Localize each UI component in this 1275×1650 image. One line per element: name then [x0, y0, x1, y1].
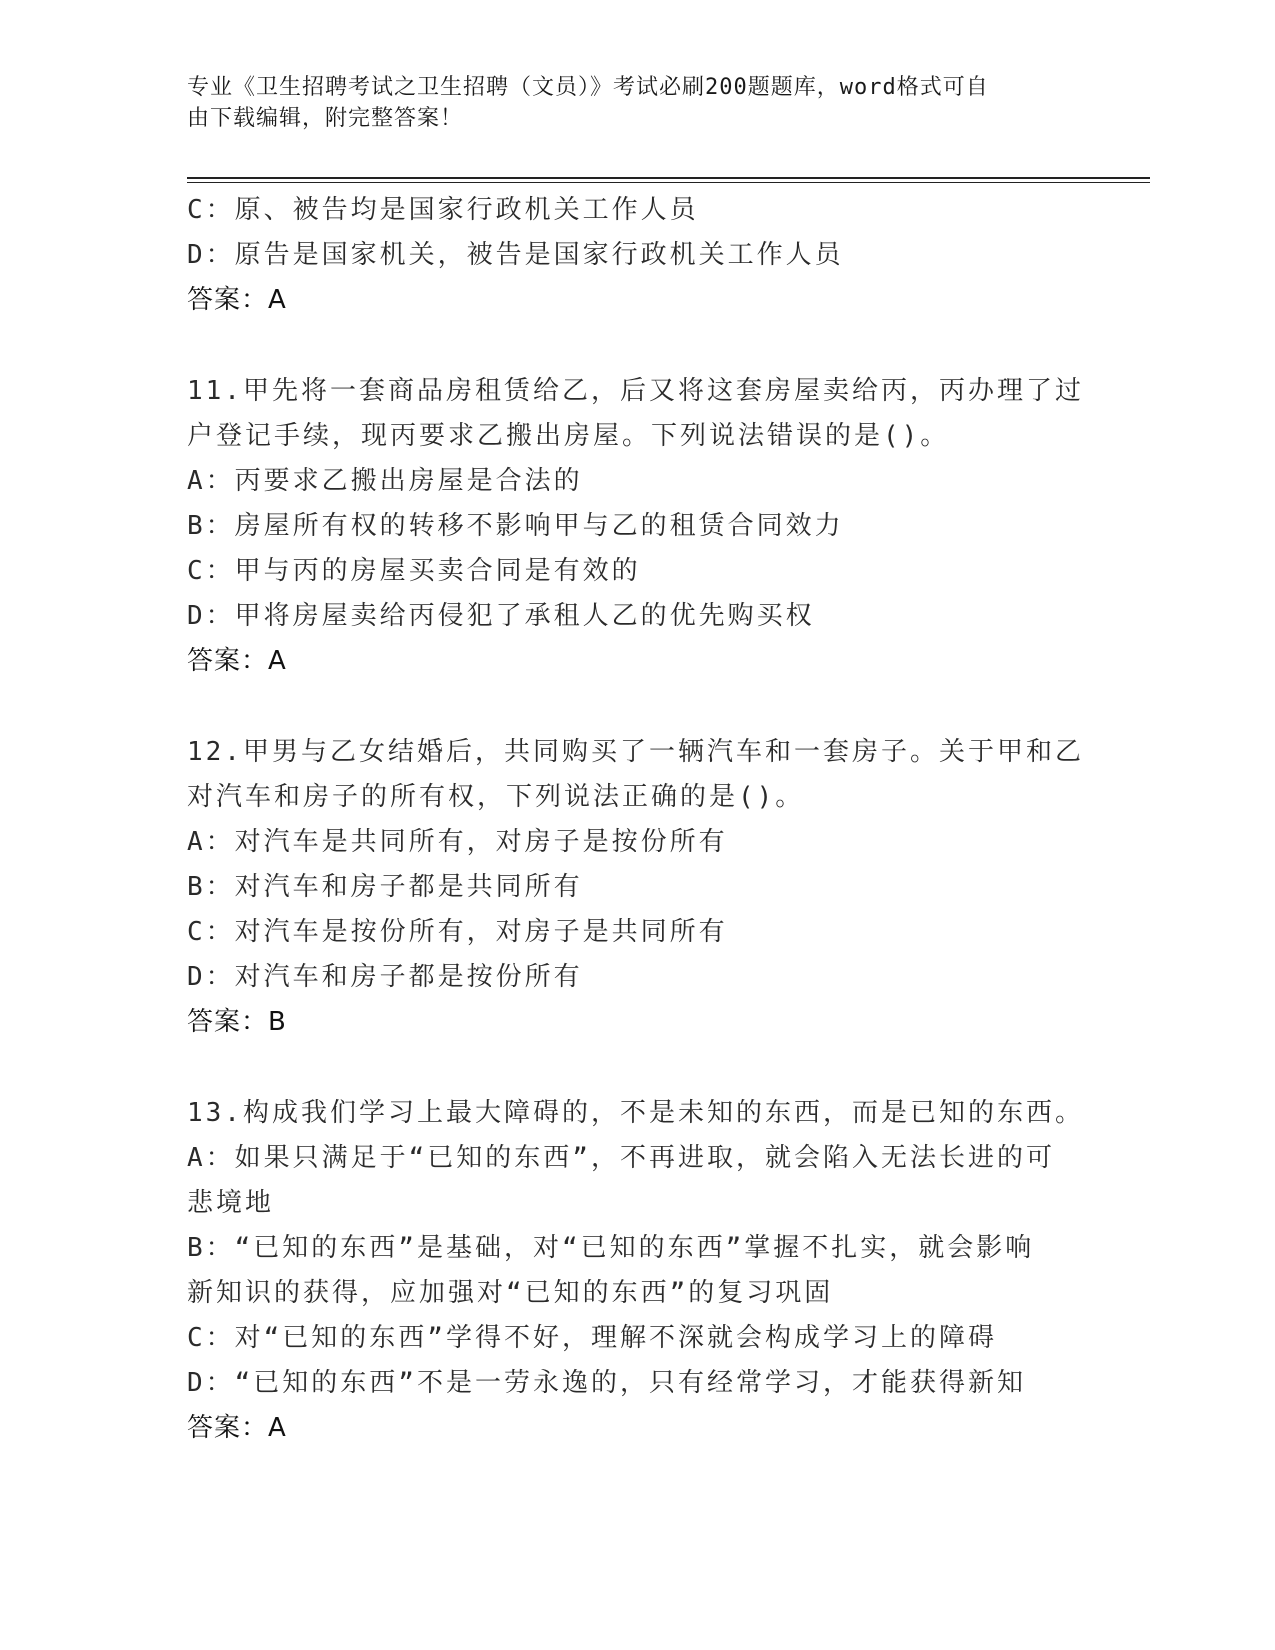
question-stem: 11.甲先将一套商品房租赁给乙，后又将这套房屋卖给丙，丙办理了过: [187, 376, 1084, 406]
question-stem: 12.甲男与乙女结婚后，共同购买了一辆汽车和一套房子。关于甲和乙: [187, 737, 1084, 767]
option-d: D：原告是国家机关，被告是国家行政机关工作人员: [187, 240, 844, 270]
spacer: [187, 323, 1087, 369]
header-line-2: 由下载编辑，附完整答案！: [187, 106, 464, 131]
option-d: D：“已知的东西”不是一劳永逸的，只有经常学习，才能获得新知: [187, 1368, 1026, 1398]
question-12: [187, 730, 1087, 1045]
answer: 答案：A: [187, 285, 287, 315]
option-d: D：对汽车和房子都是按份所有: [187, 962, 583, 992]
option-a: A：如果只满足于“已知的东西”，不再进取，就会陷入无法长进的可: [187, 1143, 1055, 1173]
option-c: C：甲与丙的房屋买卖合同是有效的: [187, 556, 641, 586]
header-line-1: 专业《卫生招聘考试之卫生招聘（文员）》考试必刷200题题库，word格式可自: [187, 75, 989, 100]
question-13: [187, 1091, 1087, 1451]
question-stem-cont: 对汽车和房子的所有权，下列说法正确的是()。: [187, 782, 805, 812]
header-divider-thick: [187, 177, 1150, 179]
document-header: [187, 72, 1067, 134]
question-10-continued: [187, 188, 1087, 323]
answer: 答案：A: [187, 646, 287, 676]
option-b: B：房屋所有权的转移不影响甲与乙的租赁合同效力: [187, 511, 844, 541]
option-c: C：原、被告均是国家行政机关工作人员: [187, 195, 699, 225]
question-stem-cont: 户登记手续，现丙要求乙搬出房屋。下列说法错误的是()。: [187, 421, 950, 451]
answer: 答案：A: [187, 1413, 287, 1443]
option-c: C：对汽车是按份所有，对房子是共同所有: [187, 917, 728, 947]
option-c: C：对“已知的东西”学得不好，理解不深就会构成学习上的障碍: [187, 1323, 997, 1353]
spacer: [187, 1045, 1087, 1091]
option-a-cont: 悲境地: [187, 1188, 275, 1218]
option-b: B：“已知的东西”是基础，对“已知的东西”掌握不扎实，就会影响: [187, 1233, 1035, 1263]
option-a: A：对汽车是共同所有，对房子是按份所有: [187, 827, 728, 857]
option-a: A：丙要求乙搬出房屋是合法的: [187, 466, 583, 496]
question-list: [187, 188, 1087, 1451]
spacer: [187, 684, 1087, 730]
question-11: [187, 369, 1087, 684]
option-b: B：对汽车和房子都是共同所有: [187, 872, 583, 902]
option-b-cont: 新知识的获得，应加强对“已知的东西”的复习巩固: [187, 1278, 834, 1308]
option-d: D：甲将房屋卖给丙侵犯了承租人乙的优先购买权: [187, 601, 815, 631]
answer: 答案：B: [187, 1007, 287, 1037]
question-stem: 13.构成我们学习上最大障碍的，不是未知的东西，而是已知的东西。: [187, 1098, 1084, 1128]
header-divider-thin: [187, 182, 1150, 183]
